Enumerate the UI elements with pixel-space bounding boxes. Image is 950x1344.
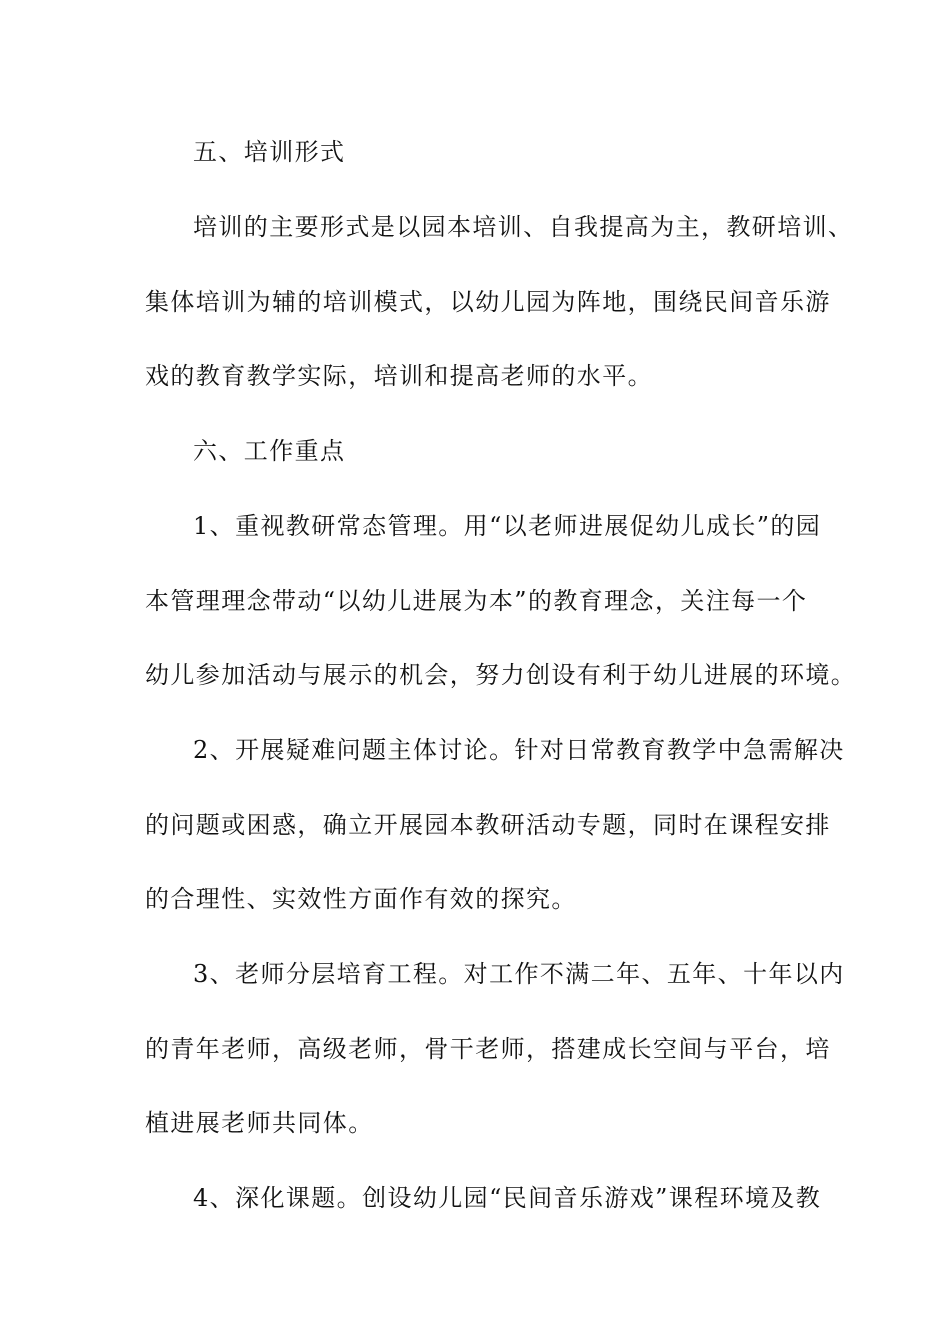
paragraph-line: 的合理性、实效性方面作有效的探究。: [145, 885, 577, 913]
paragraph-line: 1、重视教研常态管理。用“以老师进展促幼儿成长”的园: [193, 512, 822, 540]
paragraph-line: 2、开展疑难问题主体讨论。针对日常教育教学中急需解决: [193, 736, 845, 764]
paragraph-line: 集体培训为辅的培训模式，以幼儿园为阵地，围绕民间音乐游: [145, 288, 831, 316]
paragraph-line: 本管理理念带动“以幼儿进展为本”的教育理念，关注每一个: [145, 587, 808, 615]
paragraph-line: 培训的主要形式是以园本培训、自我提高为主，教研培训、: [193, 213, 854, 241]
paragraph-line: 3、老师分层培育工程。对工作不满二年、五年、十年以内: [193, 960, 845, 988]
paragraph-line: 幼儿参加活动与展示的机会，努力创设有利于幼儿进展的环境。: [145, 661, 857, 689]
paragraph-line: 4、深化课题。创设幼儿园“民间音乐游戏”课程环境及教: [193, 1184, 822, 1212]
section-heading-training-form: 五、培训形式: [193, 138, 346, 166]
section-heading-work-focus: 六、工作重点: [193, 437, 346, 465]
paragraph-line: 植进展老师共同体。: [145, 1109, 374, 1137]
paragraph-line: 的青年老师，高级老师，骨干老师，搭建成长空间与平台，培: [145, 1035, 831, 1063]
paragraph-line: 的问题或困惑，确立开展园本教研活动专题，同时在课程安排: [145, 811, 831, 839]
paragraph-line: 戏的教育教学实际，培训和提高老师的水平。: [145, 362, 653, 390]
